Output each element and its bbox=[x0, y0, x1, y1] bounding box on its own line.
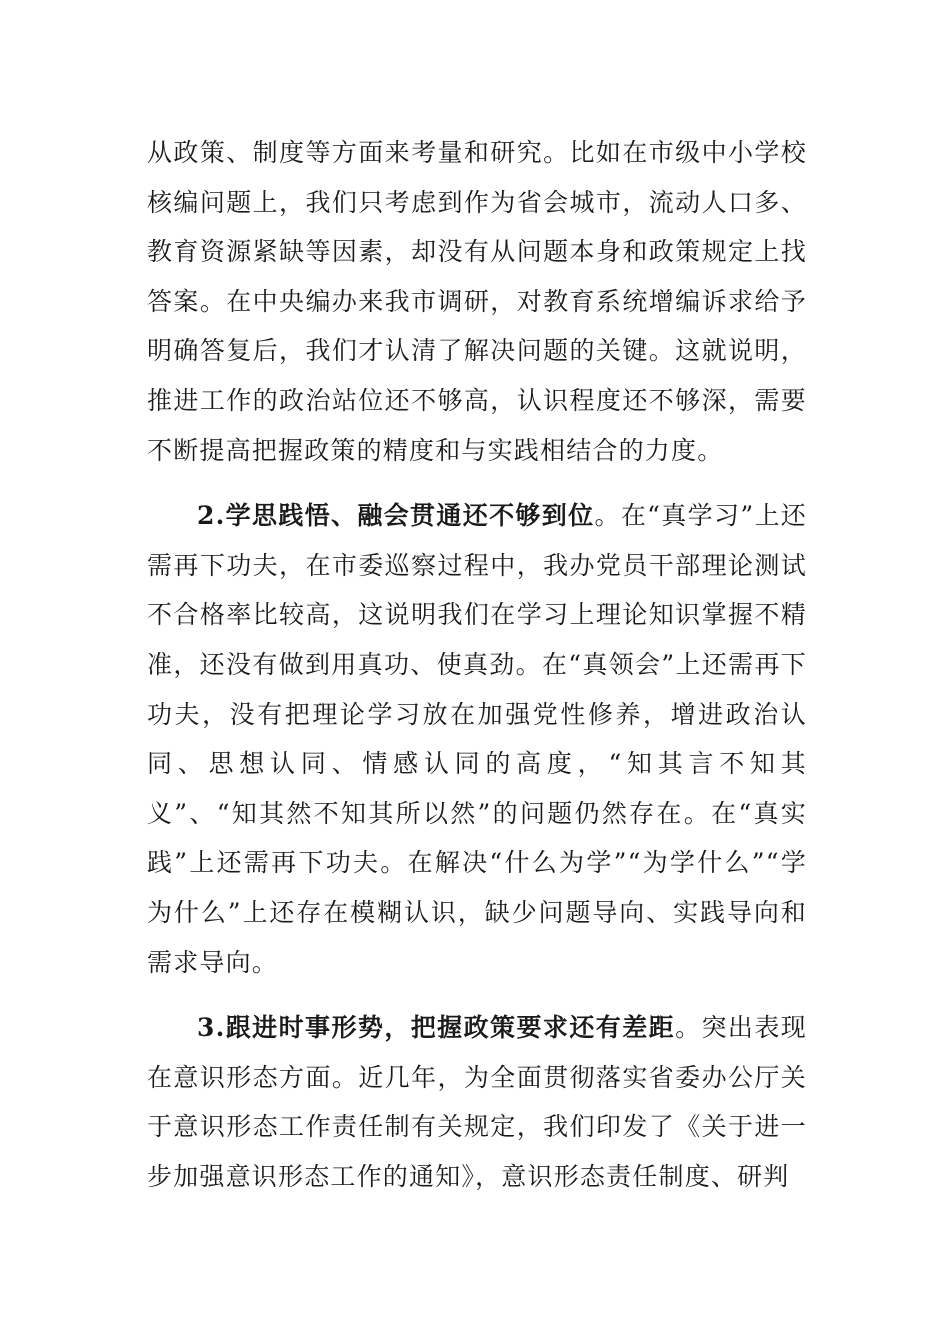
section-3-body: 。突出表现在意识形态方面。近几年，为全面贯彻落实省委办公厅关于意识形态工作责任制有关规定，我们印发了《关于进一步加强意识形态工作的通知》，意识形态责任制度、研判 bbox=[147, 1013, 807, 1191]
section-3-heading: 3.跟进时事形势，把握政策要求还有差距 bbox=[197, 1013, 676, 1043]
section-2-body: 。在“真学习”上还需再下功夫，在市委巡察过程中，我办党员干部理论测试不合格率比较高，这说明我们在学习上理论知识掌握不精准，还没有做到用真功、使真劲。在“真领会”上还需再下功夫，没有把理论学习放在加强党性修养，增进政治认同、思想认同、情感认同的高度，“知其言不知其义”、“知其然不知其所以然”的问题仍然存在。在“真实践”上还需再下功夫。在解决“什么为学”“为学什么”“学为什么”上还存在模糊认识，缺少问题导向、实践导向和需求导向。 bbox=[147, 501, 807, 977]
paragraph-spacer bbox=[147, 475, 807, 491]
document-body bbox=[147, 128, 807, 1201]
paragraph-continuation: 从政策、制度等方面来考量和研究。比如在市级中小学校核编问题上，我们只考虑到作为省会城市，流动人口多、教育资源紧缺等因素，却没有从问题本身和政策规定上找答案。在中央编办来我市调研，对教育系统增编诉求给予明确答复后，我们才认清了解决问题的关键。这就说明，推进工作的政治站位还不够高，认识程度还不够深，需要不断提高把握政策的精度和与实践相结合的力度。 bbox=[147, 138, 807, 465]
paragraph-spacer bbox=[147, 987, 807, 1003]
paragraph-section-2 bbox=[147, 491, 807, 987]
section-2-heading: 2.学思践悟、融会贯通还不够到位 bbox=[197, 501, 595, 531]
paragraph-section-3 bbox=[147, 1003, 807, 1201]
